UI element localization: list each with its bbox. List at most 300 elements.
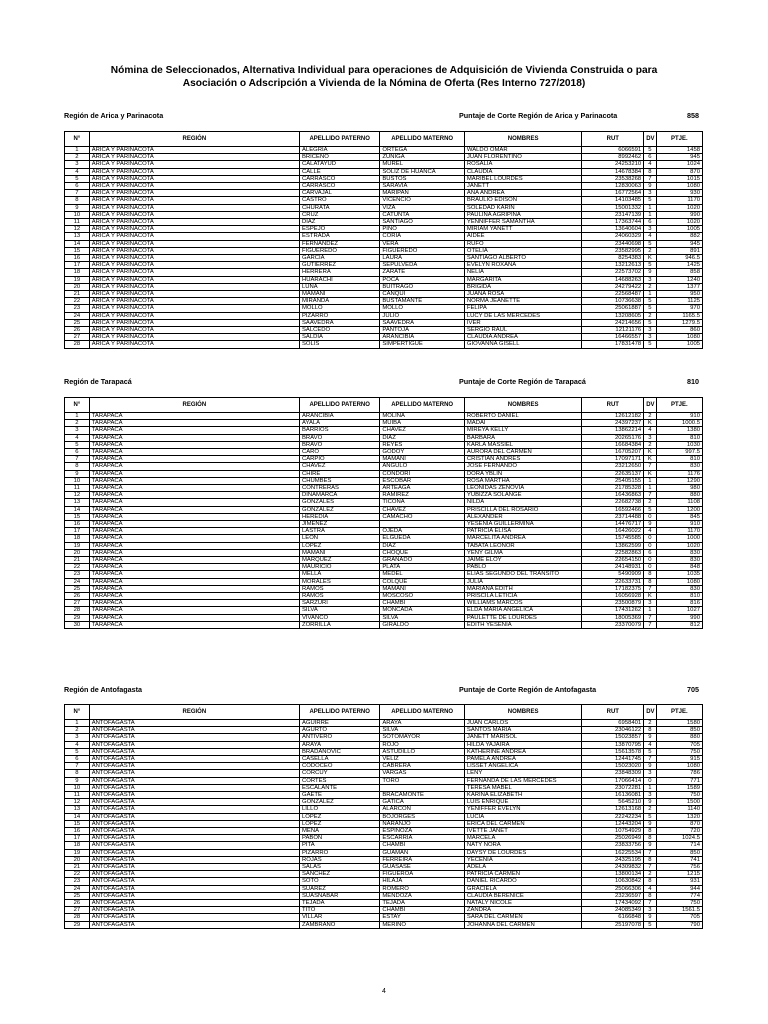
table-row bbox=[65, 255, 703, 262]
cell-region: ANTOFAGASTA bbox=[89, 849, 299, 856]
cell-row-number: 24 bbox=[65, 885, 90, 892]
cell-dv: 8 bbox=[644, 571, 656, 578]
cell-region: ARICA Y PARINACOTA bbox=[89, 283, 299, 290]
cell-score: 1580 bbox=[656, 720, 702, 727]
cell-maternal-surname: ARAYA bbox=[380, 720, 465, 727]
cell-dv: 1 bbox=[644, 291, 656, 298]
cell-dv: 8 bbox=[644, 578, 656, 585]
cell-dv: 0 bbox=[644, 513, 656, 520]
cell-paternal-surname: ESCALANTE bbox=[299, 784, 379, 791]
cell-given-names: DANIEL RICARDO bbox=[464, 878, 581, 885]
cell-maternal-surname: TEJADA bbox=[380, 900, 465, 907]
cell-given-names: OTELIA bbox=[464, 247, 581, 254]
cell-region: ANTOFAGASTA bbox=[89, 813, 299, 820]
cell-rut: 24060329 bbox=[582, 233, 644, 240]
table-row bbox=[65, 463, 703, 470]
cell-maternal-surname: PANTOJA bbox=[380, 327, 465, 334]
cell-paternal-surname: DIAZ bbox=[299, 219, 379, 226]
cell-rut: 23582995 bbox=[582, 247, 644, 254]
cell-score: 720 bbox=[656, 828, 702, 835]
cell-score: 830 bbox=[656, 463, 702, 470]
cell-paternal-surname: CHUMBES bbox=[299, 477, 379, 484]
cell-score: 845 bbox=[656, 513, 702, 520]
cell-score: 1080 bbox=[656, 334, 702, 341]
cell-region: TARAPACA bbox=[89, 578, 299, 585]
cell-given-names: YESENIA GUILLERMINA bbox=[464, 521, 581, 528]
table-row bbox=[65, 291, 703, 298]
cell-rut: 14476717 bbox=[582, 521, 644, 528]
cell-dv: 1 bbox=[644, 477, 656, 484]
cell-row-number: 6 bbox=[65, 449, 90, 456]
selection-table-arica bbox=[64, 131, 703, 349]
cell-rut: 20265176 bbox=[582, 434, 644, 441]
cell-paternal-surname: SANCHEZ bbox=[299, 871, 379, 878]
cell-score: 1500 bbox=[656, 799, 702, 806]
cell-given-names: ELIAS SEGUNDO DEL TRANSITO bbox=[464, 571, 581, 578]
cell-score: 1027 bbox=[656, 607, 702, 614]
cell-score: 1080 bbox=[656, 183, 702, 190]
column-header-paternal-surname: APELLIDO PATERNO bbox=[299, 705, 379, 720]
cell-score: 771 bbox=[656, 777, 702, 784]
cell-score: 1000 bbox=[656, 535, 702, 542]
cell-rut: 23370079 bbox=[582, 621, 644, 628]
cell-dv: 8 bbox=[644, 835, 656, 842]
cell-given-names: TABATA LEONOR bbox=[464, 542, 581, 549]
table-row bbox=[65, 183, 703, 190]
cell-row-number: 22 bbox=[65, 871, 90, 878]
cell-row-number: 28 bbox=[65, 607, 90, 614]
cell-dv: 8 bbox=[644, 727, 656, 734]
cell-paternal-surname: MENA bbox=[299, 828, 379, 835]
cell-row-number: 28 bbox=[65, 341, 90, 348]
cell-given-names: RUFO bbox=[464, 240, 581, 247]
cell-rut: 14688263 bbox=[582, 276, 644, 283]
cell-dv: 7 bbox=[644, 864, 656, 871]
cell-maternal-surname: ORTEGA bbox=[380, 147, 465, 154]
cell-maternal-surname: ESTAY bbox=[380, 914, 465, 921]
cell-given-names: GRACIELA bbox=[464, 885, 581, 892]
cell-row-number: 23 bbox=[65, 878, 90, 885]
column-header-row-number: N° bbox=[65, 132, 90, 147]
cell-region: ANTOFAGASTA bbox=[89, 741, 299, 748]
cell-rut: 16684384 bbox=[582, 441, 644, 448]
cell-paternal-surname: GAETE bbox=[299, 792, 379, 799]
cell-region: ANTOFAGASTA bbox=[89, 914, 299, 921]
cell-score: 1000.5 bbox=[656, 420, 702, 427]
cell-paternal-surname: SOTO bbox=[299, 878, 379, 885]
table-row bbox=[65, 456, 703, 463]
cell-paternal-surname: GONZALES bbox=[299, 499, 379, 506]
cell-region: TARAPACA bbox=[89, 499, 299, 506]
cell-score: 850 bbox=[656, 849, 702, 856]
cell-region: ANTOFAGASTA bbox=[89, 799, 299, 806]
cell-maternal-surname: CHOQUE bbox=[380, 549, 465, 556]
cell-rut: 17831478 bbox=[582, 341, 644, 348]
cell-score: 945 bbox=[656, 240, 702, 247]
cell-given-names: JUANA ROSA bbox=[464, 291, 581, 298]
cell-given-names: MARCELITA ANDREA bbox=[464, 535, 581, 542]
cell-maternal-surname: GUASASE bbox=[380, 864, 465, 871]
cell-maternal-surname: BUITRAGO bbox=[380, 283, 465, 290]
table-row bbox=[65, 327, 703, 334]
cell-given-names: BRAULIO EDISON bbox=[464, 197, 581, 204]
cell-given-names: PAULINA AGRIPINA bbox=[464, 211, 581, 218]
cell-maternal-surname: JULIO bbox=[380, 312, 465, 319]
cell-row-number: 13 bbox=[65, 806, 90, 813]
column-header-maternal-surname: APELLIDO MATERNO bbox=[380, 132, 465, 147]
table-row bbox=[65, 871, 703, 878]
cell-maternal-surname: ESPINOZA bbox=[380, 828, 465, 835]
cell-dv: 2 bbox=[644, 283, 656, 290]
cell-dv: 6 bbox=[644, 219, 656, 226]
cell-given-names: NELIA bbox=[464, 269, 581, 276]
cell-region: TARAPACA bbox=[89, 528, 299, 535]
cell-maternal-surname: VICENCIO bbox=[380, 197, 465, 204]
cell-given-names: TERESA MABEL bbox=[464, 784, 581, 791]
cell-paternal-surname: CALATAYUD bbox=[299, 161, 379, 168]
cell-maternal-surname: VIZA bbox=[380, 204, 465, 211]
cell-row-number: 25 bbox=[65, 585, 90, 592]
cell-rut: 15745585 bbox=[582, 535, 644, 542]
cell-paternal-surname: LEON bbox=[299, 535, 379, 542]
table-row bbox=[65, 240, 703, 247]
cell-rut: 23212650 bbox=[582, 463, 644, 470]
table-row bbox=[65, 820, 703, 827]
cell-given-names: DAYSY DE LOURDES bbox=[464, 849, 581, 856]
cell-given-names: ROBERTO DANIEL bbox=[464, 413, 581, 420]
table-row bbox=[65, 168, 703, 175]
cell-maternal-surname: BRACAMONTE bbox=[380, 792, 465, 799]
cell-region: ARICA Y PARINACOTA bbox=[89, 161, 299, 168]
cut-label: Puntaje de Corte Región de Tarapacá bbox=[459, 377, 586, 386]
cell-row-number: 1 bbox=[65, 147, 90, 154]
title-line-2: Asociación o Adscripción a Vivienda de la Nómina de Oferta (Res Interno 727/2018) bbox=[182, 78, 586, 89]
cell-rut: 12613168 bbox=[582, 806, 644, 813]
cell-dv: 1 bbox=[644, 211, 656, 218]
cell-maternal-surname: ARANCIBIA bbox=[380, 334, 465, 341]
cell-score: 1425 bbox=[656, 262, 702, 269]
cell-given-names: LUIS ENRIQUE bbox=[464, 799, 581, 806]
cell-region: TARAPACA bbox=[89, 427, 299, 434]
cell-given-names: LEONIDAS ZENOVIA bbox=[464, 485, 581, 492]
cell-paternal-surname: PABON bbox=[299, 835, 379, 842]
cell-dv: 3 bbox=[644, 792, 656, 799]
cell-paternal-surname: CORTES bbox=[299, 777, 379, 784]
cell-score: 1215 bbox=[656, 871, 702, 878]
cell-paternal-surname: GONZALEZ bbox=[299, 799, 379, 806]
cell-row-number: 11 bbox=[65, 219, 90, 226]
cell-given-names: FERNANDA DE LAS MERCEDES bbox=[464, 777, 581, 784]
cell-dv: 9 bbox=[644, 799, 656, 806]
cell-region: ARICA Y PARINACOTA bbox=[89, 226, 299, 233]
table-row bbox=[65, 276, 703, 283]
cell-given-names: YENY GILMA bbox=[464, 549, 581, 556]
cell-paternal-surname: CASELLA bbox=[299, 756, 379, 763]
cell-rut: 15023857 bbox=[582, 734, 644, 741]
table-row bbox=[65, 147, 703, 154]
cell-paternal-surname: AGURTO bbox=[299, 727, 379, 734]
cell-score: 1290 bbox=[656, 477, 702, 484]
cell-dv: 3 bbox=[644, 600, 656, 607]
cell-given-names: YUBIZZA SOLANGE bbox=[464, 492, 581, 499]
cell-rut: 16426022 bbox=[582, 528, 644, 535]
cell-maternal-surname: TICONA bbox=[380, 499, 465, 506]
cell-region: ANTOFAGASTA bbox=[89, 856, 299, 863]
cell-dv: 7 bbox=[644, 585, 656, 592]
cell-region: ANTOFAGASTA bbox=[89, 892, 299, 899]
cell-row-number: 8 bbox=[65, 463, 90, 470]
cell-score: 891 bbox=[656, 247, 702, 254]
cell-region: TARAPACA bbox=[89, 420, 299, 427]
column-header-dv: DV bbox=[644, 398, 656, 413]
cell-given-names: MARCELA bbox=[464, 835, 581, 842]
cell-region: TARAPACA bbox=[89, 549, 299, 556]
cell-rut: 17182375 bbox=[582, 585, 644, 592]
cell-row-number: 25 bbox=[65, 892, 90, 899]
cell-given-names: JUAN FLORENTINO bbox=[464, 154, 581, 161]
cell-row-number: 21 bbox=[65, 291, 90, 298]
cell-maternal-surname: RAMIREZ bbox=[380, 492, 465, 499]
table-row bbox=[65, 154, 703, 161]
cell-given-names: JANETT MARISOL bbox=[464, 734, 581, 741]
table-row bbox=[65, 506, 703, 513]
cell-dv: 0 bbox=[644, 564, 656, 571]
cell-given-names: JUAN CARLOS bbox=[464, 720, 581, 727]
cell-score: 1005 bbox=[656, 341, 702, 348]
cell-row-number: 9 bbox=[65, 470, 90, 477]
cell-row-number: 3 bbox=[65, 427, 90, 434]
cell-dv: 5 bbox=[644, 147, 656, 154]
cell-paternal-surname: MARQUEZ bbox=[299, 557, 379, 564]
cell-dv: 2 bbox=[644, 499, 656, 506]
region-label: Región de Arica y Parinacota bbox=[64, 111, 164, 120]
cell-paternal-surname: GUTIERREZ bbox=[299, 262, 379, 269]
cell-region: ANTOFAGASTA bbox=[89, 835, 299, 842]
cell-paternal-surname: MAMANI bbox=[299, 291, 379, 298]
cell-dv: 5 bbox=[644, 813, 656, 820]
cell-region: TARAPACA bbox=[89, 463, 299, 470]
cell-row-number: 15 bbox=[65, 247, 90, 254]
cell-region: ANTOFAGASTA bbox=[89, 806, 299, 813]
cell-row-number: 23 bbox=[65, 305, 90, 312]
cell-rut: 13862214 bbox=[582, 427, 644, 434]
table-row bbox=[65, 262, 703, 269]
cell-rut: 24397237 bbox=[582, 420, 644, 427]
cell-row-number: 15 bbox=[65, 513, 90, 520]
cell-maternal-surname: COLQUE bbox=[380, 578, 465, 585]
cell-score: 910 bbox=[656, 521, 702, 528]
cell-maternal-surname bbox=[380, 521, 465, 528]
cell-rut: 15001332 bbox=[582, 204, 644, 211]
cell-region: ANTOFAGASTA bbox=[89, 907, 299, 914]
cell-dv: 2 bbox=[644, 312, 656, 319]
cell-row-number: 7 bbox=[65, 456, 90, 463]
cell-dv: 1 bbox=[644, 204, 656, 211]
cell-dv: K bbox=[644, 255, 656, 262]
table-row bbox=[65, 283, 703, 290]
cell-region: ANTOFAGASTA bbox=[89, 885, 299, 892]
selection-table-antofagasta bbox=[64, 704, 703, 929]
cell-paternal-surname: ESTRADA bbox=[299, 233, 379, 240]
cut-value: 858 bbox=[687, 111, 699, 120]
cell-paternal-surname: MORALES bbox=[299, 578, 379, 585]
cell-maternal-surname: SIMPERTIGUE bbox=[380, 341, 465, 348]
cell-paternal-surname: BARRIOS bbox=[299, 427, 379, 434]
cell-rut: 22682738 bbox=[582, 499, 644, 506]
cell-maternal-surname: MEDEL bbox=[380, 571, 465, 578]
cell-given-names: ZANDRA bbox=[464, 907, 581, 914]
table-row bbox=[65, 485, 703, 492]
cell-given-names: BARBARA bbox=[464, 434, 581, 441]
table-row bbox=[65, 413, 703, 420]
cell-row-number: 16 bbox=[65, 828, 90, 835]
table-row bbox=[65, 233, 703, 240]
cell-region: ANTOFAGASTA bbox=[89, 828, 299, 835]
table-row bbox=[65, 777, 703, 784]
cell-given-names: CRISTIAN ANDRES bbox=[464, 456, 581, 463]
cell-dv: 5 bbox=[644, 319, 656, 326]
cell-score: 810 bbox=[656, 593, 702, 600]
cell-score: 830 bbox=[656, 585, 702, 592]
cell-maternal-surname: SILVA bbox=[380, 614, 465, 621]
section-header-tarapaca bbox=[64, 376, 703, 388]
cell-region: ANTOFAGASTA bbox=[89, 792, 299, 799]
cell-dv: 4 bbox=[644, 741, 656, 748]
cell-rut: 8254383 bbox=[582, 255, 644, 262]
cell-given-names: KARINA ELIZABETH bbox=[464, 792, 581, 799]
cell-region: ANTOFAGASTA bbox=[89, 727, 299, 734]
cell-region: ARICA Y PARINACOTA bbox=[89, 319, 299, 326]
cell-score: 1279.5 bbox=[656, 319, 702, 326]
cell-given-names: CLAUDIA BERENICE bbox=[464, 892, 581, 899]
cell-given-names: PRISCILLA DEL ROSARIO bbox=[464, 506, 581, 513]
cell-score: 1020 bbox=[656, 204, 702, 211]
cell-dv: 8 bbox=[644, 856, 656, 863]
table-row bbox=[65, 298, 703, 305]
cell-row-number: 11 bbox=[65, 485, 90, 492]
cell-maternal-surname: BUSTAMANTE bbox=[380, 298, 465, 305]
cell-region: TARAPACA bbox=[89, 607, 299, 614]
column-header-rut: RUT bbox=[582, 705, 644, 720]
cell-paternal-surname: SALDIA bbox=[299, 334, 379, 341]
cell-paternal-surname: SALAS bbox=[299, 864, 379, 871]
cell-score: 880 bbox=[656, 734, 702, 741]
table-row bbox=[65, 856, 703, 863]
cell-given-names: NATALY NICOLE bbox=[464, 900, 581, 907]
column-header-score: PTJE. bbox=[656, 132, 702, 147]
cell-region: TARAPACA bbox=[89, 485, 299, 492]
cell-paternal-surname: VILLAR bbox=[299, 914, 379, 921]
table-row bbox=[65, 434, 703, 441]
cell-given-names: SANTIAGO ALBERTO bbox=[464, 255, 581, 262]
cell-row-number: 17 bbox=[65, 262, 90, 269]
cell-dv: 7 bbox=[644, 621, 656, 628]
cell-given-names: ALEXANDER bbox=[464, 513, 581, 520]
table-row bbox=[65, 585, 703, 592]
cell-maternal-surname: NARANJO bbox=[380, 820, 465, 827]
cell-score: 714 bbox=[656, 842, 702, 849]
cell-rut: 13862599 bbox=[582, 542, 644, 549]
cell-row-number: 13 bbox=[65, 499, 90, 506]
cell-given-names: WALDO OMAR bbox=[464, 147, 581, 154]
table-row bbox=[65, 449, 703, 456]
cell-region: TARAPACA bbox=[89, 564, 299, 571]
cell-maternal-surname: CORIA bbox=[380, 233, 465, 240]
cell-score: 946.5 bbox=[656, 255, 702, 262]
table-row bbox=[65, 614, 703, 621]
cell-rut: 23848309 bbox=[582, 770, 644, 777]
cell-dv: 3 bbox=[644, 276, 656, 283]
cell-maternal-surname: DIAZ bbox=[380, 542, 465, 549]
cell-region: ANTOFAGASTA bbox=[89, 842, 299, 849]
cell-dv: 4 bbox=[644, 427, 656, 434]
cell-dv: 9 bbox=[644, 914, 656, 921]
table-row bbox=[65, 535, 703, 542]
table-row bbox=[65, 756, 703, 763]
cell-score: 930 bbox=[656, 190, 702, 197]
cell-score: 810 bbox=[656, 434, 702, 441]
cell-rut: 25197078 bbox=[582, 921, 644, 928]
cell-paternal-surname: ALEGRIA bbox=[299, 147, 379, 154]
cell-maternal-surname: ESCOBAR bbox=[380, 477, 465, 484]
cell-paternal-surname: HUARACHI bbox=[299, 276, 379, 283]
cell-score: 1108 bbox=[656, 499, 702, 506]
cell-given-names: NILDA bbox=[464, 499, 581, 506]
cell-region: ARICA Y PARINACOTA bbox=[89, 298, 299, 305]
column-header-row-number: N° bbox=[65, 398, 90, 413]
cell-given-names: MARIANA EDITH bbox=[464, 585, 581, 592]
cell-paternal-surname: MELLA bbox=[299, 571, 379, 578]
table-row bbox=[65, 900, 703, 907]
cell-row-number: 27 bbox=[65, 600, 90, 607]
cell-paternal-surname: AYALA bbox=[299, 420, 379, 427]
cell-region: ARICA Y PARINACOTA bbox=[89, 168, 299, 175]
cell-region: ARICA Y PARINACOTA bbox=[89, 276, 299, 283]
cell-maternal-surname: VERA bbox=[380, 240, 465, 247]
column-header-maternal-surname: APELLIDO MATERNO bbox=[380, 705, 465, 720]
cell-given-names: SOLEDAD KARIN bbox=[464, 204, 581, 211]
cell-maternal-surname bbox=[380, 784, 465, 791]
cell-row-number: 6 bbox=[65, 183, 90, 190]
cell-row-number: 21 bbox=[65, 864, 90, 871]
cell-score: 750 bbox=[656, 748, 702, 755]
cell-maternal-surname: CANQUI bbox=[380, 291, 465, 298]
cell-rut: 23147139 bbox=[582, 211, 644, 218]
cell-paternal-surname: MIRANDA bbox=[299, 298, 379, 305]
cell-score: 848 bbox=[656, 564, 702, 571]
cell-row-number: 4 bbox=[65, 434, 90, 441]
cell-given-names: IVETTE JANET bbox=[464, 828, 581, 835]
cell-rut: 13212613 bbox=[582, 262, 644, 269]
cell-given-names: LISSET ANGELICA bbox=[464, 763, 581, 770]
cell-dv: 3 bbox=[644, 434, 656, 441]
cell-score: 705 bbox=[656, 741, 702, 748]
cell-rut: 24279422 bbox=[582, 283, 644, 290]
table-row bbox=[65, 470, 703, 477]
cell-given-names: SERGIO RAUL bbox=[464, 327, 581, 334]
table-row bbox=[65, 799, 703, 806]
cell-row-number: 18 bbox=[65, 269, 90, 276]
table-row bbox=[65, 226, 703, 233]
cell-region: ARICA Y PARINACOTA bbox=[89, 305, 299, 312]
cell-rut: 22654150 bbox=[582, 557, 644, 564]
cell-region: ANTOFAGASTA bbox=[89, 734, 299, 741]
cell-rut: 23440698 bbox=[582, 240, 644, 247]
cell-maternal-surname: BOJORGES bbox=[380, 813, 465, 820]
cell-rut: 22633731 bbox=[582, 578, 644, 585]
cell-paternal-surname: DINAMARCA bbox=[299, 492, 379, 499]
cell-paternal-surname: HEREDIA bbox=[299, 513, 379, 520]
